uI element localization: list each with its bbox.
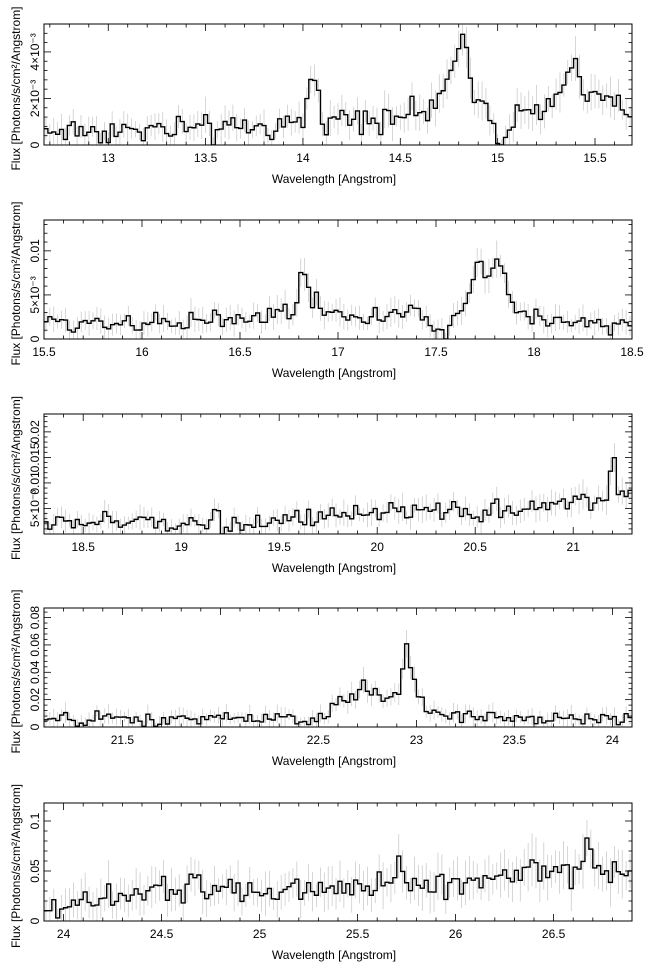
y-axis-title: Flux [Photons/s/cm²/Angstrom] xyxy=(9,6,23,171)
x-tick-label: 24.5 xyxy=(149,927,174,941)
x-tick-label: 14 xyxy=(296,151,310,165)
y-tick-label: 0.02 xyxy=(28,420,42,444)
x-tick-label: 26.5 xyxy=(541,927,566,941)
y-tick-label: 0.01 xyxy=(28,239,42,263)
x-tick-label: 21.5 xyxy=(110,733,135,747)
y-tick-label: 0.1 xyxy=(28,812,42,830)
x-tick-label: 22 xyxy=(213,733,228,747)
y-tick-label: 0.02 xyxy=(28,687,42,712)
x-tick-label: 24 xyxy=(56,927,71,941)
spectrum-step-line xyxy=(44,644,632,727)
x-tick-label: 25 xyxy=(252,927,267,941)
x-axis-title: Wavelength [Angstrom] xyxy=(271,948,397,962)
x-tick-label: 22.5 xyxy=(306,733,331,747)
spectrum-panel-1 xyxy=(9,6,632,186)
y-tick-label: 4×10⁻³ xyxy=(28,33,42,71)
panel-4-data xyxy=(44,630,632,727)
x-tick-label: 20.5 xyxy=(463,540,487,554)
x-tick-label: 17 xyxy=(331,345,345,359)
x-axis-title: Wavelength [Angstrom] xyxy=(271,754,397,768)
spectrum-panel-5 xyxy=(9,784,632,962)
x-tick-label: 23 xyxy=(409,733,424,747)
y-tick-label: 0 xyxy=(28,141,42,149)
y-tick-label: 0.05 xyxy=(28,859,42,883)
spectrum-panel-4 xyxy=(9,589,632,768)
x-tick-label: 19.5 xyxy=(267,540,291,554)
spectrum-panel-3 xyxy=(9,396,632,575)
x-axis-title: Wavelength [Angstrom] xyxy=(271,172,397,186)
panel-1-data xyxy=(44,13,632,145)
y-axis-title: Flux [Photons/s/cm²/Angstrom] xyxy=(9,395,23,561)
y-tick-label: 0.01 xyxy=(28,471,42,495)
y-tick-label: 0 xyxy=(28,917,42,925)
plot-frame xyxy=(44,608,632,727)
y-tick-label: 0 xyxy=(28,723,42,731)
x-tick-label: 13.5 xyxy=(193,151,218,165)
x-axis-title: Wavelength [Angstrom] xyxy=(271,561,397,575)
y-tick-label: 0.04 xyxy=(28,660,42,684)
y-tick-label: 5×10⁻³ xyxy=(28,489,42,528)
x-tick-label: 14.5 xyxy=(388,151,412,165)
x-axis-title: Wavelength [Angstrom] xyxy=(271,366,397,380)
x-tick-label: 13 xyxy=(101,151,115,165)
y-axis-title: Flux [Photons/s/cm²/Angstrom] xyxy=(9,783,23,949)
x-tick-label: 15.5 xyxy=(583,151,607,165)
x-tick-label: 24 xyxy=(605,733,620,747)
y-axis-title: Flux [Photons/s/cm²/Angstrom] xyxy=(9,201,23,366)
panel-2-data xyxy=(44,240,632,339)
y-tick-label: 0.06 xyxy=(28,633,42,657)
x-tick-label: 19 xyxy=(174,540,188,554)
x-tick-label: 18.5 xyxy=(620,345,644,359)
panel-3-data xyxy=(44,443,632,534)
x-tick-label: 15 xyxy=(490,151,505,165)
x-tick-label: 18.5 xyxy=(71,540,95,554)
y-axis-title: Flux [Photons/s/cm²/Angstrom] xyxy=(9,589,23,754)
x-tick-label: 16 xyxy=(135,345,149,359)
y-tick-label: 5×10⁻³ xyxy=(28,276,42,314)
x-tick-label: 18 xyxy=(527,345,541,359)
y-tick-label: 0.08 xyxy=(28,605,42,630)
x-tick-label: 25.5 xyxy=(345,927,370,941)
x-tick-label: 21 xyxy=(566,540,580,554)
y-tick-label: 2×10⁻³ xyxy=(28,79,42,118)
x-tick-label: 26 xyxy=(448,927,463,941)
y-tick-label: 0 xyxy=(28,335,42,343)
spectrum-panel-2 xyxy=(9,201,644,380)
x-tick-label: 20 xyxy=(370,540,384,554)
x-tick-label: 15.5 xyxy=(32,345,56,359)
panel-5-data xyxy=(44,820,632,921)
x-tick-label: 17.5 xyxy=(424,345,448,359)
x-tick-label: 23.5 xyxy=(502,733,527,747)
y-tick-label: 0.015 xyxy=(28,442,42,473)
x-tick-label: 16.5 xyxy=(228,345,252,359)
